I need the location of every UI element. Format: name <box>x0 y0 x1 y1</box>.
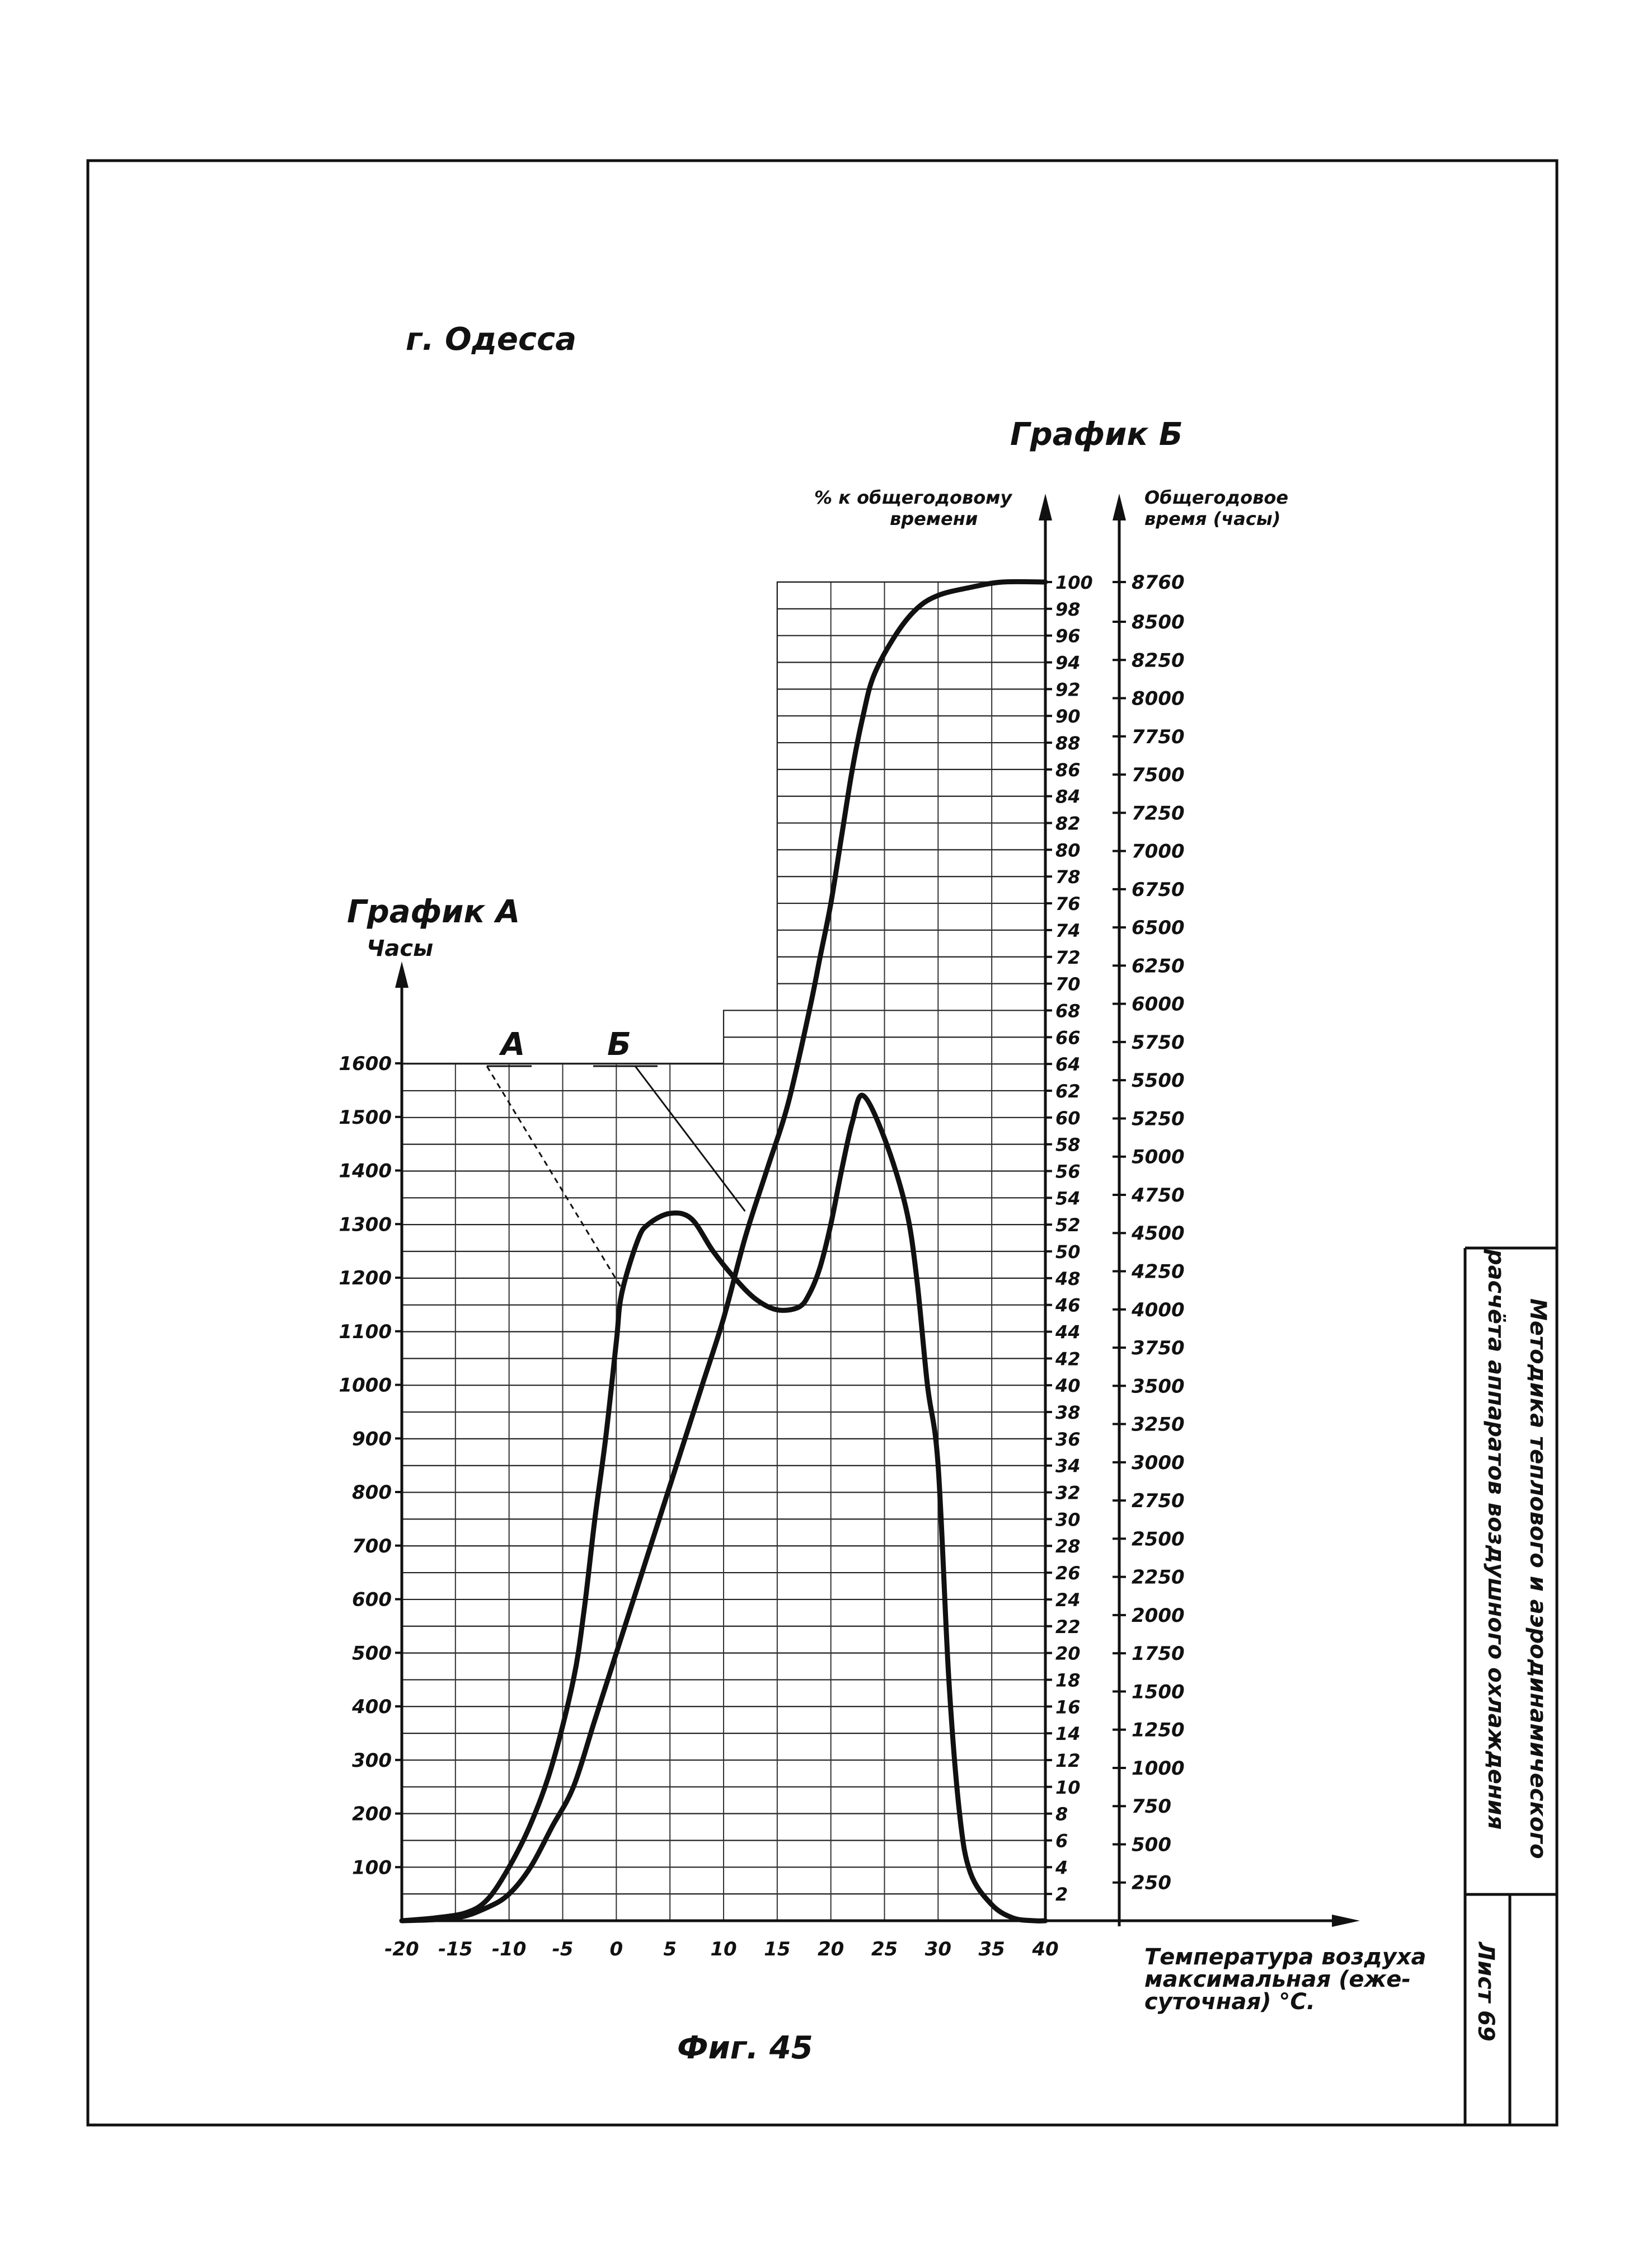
y-pct-tick-label: 26 <box>1055 1563 1081 1584</box>
y-pct-tick-label: 48 <box>1055 1268 1081 1289</box>
y-pct-tick-label: 30 <box>1055 1509 1081 1531</box>
y-hours-tick-label: 2000 <box>1132 1604 1185 1627</box>
x-tick-label: -5 <box>552 1938 574 1960</box>
title-block <box>1465 1248 1557 2125</box>
y-pct-tick-label: 16 <box>1055 1696 1081 1718</box>
y-left-tick-label: 1600 <box>339 1053 392 1075</box>
y-pct-tick-label: 40 <box>1055 1375 1081 1397</box>
y-hours-tick-label: 3000 <box>1132 1451 1185 1474</box>
y-pct-tick-label: 18 <box>1055 1669 1081 1691</box>
y-pct-tick-label: 12 <box>1055 1749 1081 1771</box>
y-left-tick-label: 1400 <box>339 1160 392 1183</box>
curve-b-label: Б <box>607 1026 631 1063</box>
title-block-line2: расчёта аппаратов воздушного охлаждения <box>1483 1249 1509 1830</box>
y-left-tick-label: 500 <box>352 1642 392 1665</box>
y-pct-tick-label: 94 <box>1055 652 1081 674</box>
x-tick-label: 30 <box>924 1938 951 1960</box>
y-left-tick-label: 1000 <box>339 1374 392 1397</box>
x-tick-label: 0 <box>609 1938 623 1960</box>
chart-ticks <box>339 571 1184 1960</box>
y-pct-tick-label: 76 <box>1055 893 1081 915</box>
x-axis-label: суточная) °С. <box>1144 1989 1315 2015</box>
x-tick-label: 5 <box>663 1938 677 1960</box>
y-pct-tick-label: 78 <box>1055 866 1081 888</box>
y-hours-tick-label: 250 <box>1132 1871 1171 1894</box>
x-tick-label: 20 <box>818 1938 844 1960</box>
y-hours-tick-label: 2500 <box>1132 1528 1185 1551</box>
y-hours-tick-label: 5250 <box>1132 1108 1185 1130</box>
y-hours-tick-label: 7000 <box>1132 840 1185 863</box>
y-left-tick-label: 800 <box>352 1481 392 1504</box>
y-pct-tick-label: 2 <box>1055 1884 1068 1906</box>
y-pct-axis-label: времени <box>890 508 978 529</box>
city-title: г. Одесса <box>406 321 577 358</box>
y-hours-tick-label: 1250 <box>1132 1719 1185 1742</box>
x-tick-label: 15 <box>764 1938 791 1960</box>
chart-grid <box>402 582 1045 1921</box>
x-tick-label: -10 <box>491 1938 527 1960</box>
y-pct-tick-label: 42 <box>1055 1348 1081 1370</box>
y-axis-hours-arrow <box>1113 494 1126 520</box>
y-pct-tick-label: 24 <box>1055 1589 1081 1611</box>
y-pct-tick-label: 80 <box>1055 839 1081 861</box>
y-hours-tick-label: 2750 <box>1132 1490 1185 1513</box>
x-tick-label: 35 <box>978 1938 1005 1960</box>
y-hours-tick-label: 3250 <box>1132 1413 1185 1436</box>
y-pct-axis-label: % к общегодовому <box>814 487 1012 508</box>
y-left-tick-label: 600 <box>352 1588 392 1611</box>
y-pct-tick-label: 10 <box>1055 1776 1081 1798</box>
y-hours-tick-label: 3750 <box>1132 1337 1185 1360</box>
x-tick-label: -20 <box>384 1938 419 1960</box>
y-left-tick-label: 1200 <box>339 1267 392 1289</box>
y-hours-tick-label: 3500 <box>1132 1375 1185 1398</box>
y-hours-tick-label: 4750 <box>1132 1184 1185 1207</box>
y-pct-tick-label: 84 <box>1055 786 1081 808</box>
curve-a-leader <box>487 1066 622 1288</box>
y-pct-tick-label: 54 <box>1055 1188 1081 1209</box>
y-hours-tick-label: 7250 <box>1132 802 1185 825</box>
sheet-frame <box>88 161 1557 2125</box>
y-pct-tick-label: 38 <box>1055 1402 1081 1424</box>
y-hours-tick-label: 6000 <box>1132 993 1185 1016</box>
y-axis-left-arrow <box>395 961 409 988</box>
y-hours-tick-label: 5750 <box>1132 1031 1185 1054</box>
y-pct-tick-label: 34 <box>1055 1455 1081 1477</box>
x-tick-label: 10 <box>710 1938 737 1960</box>
y-hours-tick-label: 750 <box>1132 1795 1171 1818</box>
curve-a-label: А <box>501 1026 525 1063</box>
y-pct-tick-label: 66 <box>1055 1027 1081 1049</box>
y-pct-tick-label: 4 <box>1055 1857 1068 1879</box>
y-hours-tick-label: 8760 <box>1132 571 1185 594</box>
y-axis-pct-arrow <box>1039 494 1052 520</box>
y-pct-tick-label: 32 <box>1055 1482 1081 1504</box>
y-hours-axis-label: время (часы) <box>1144 508 1281 529</box>
y-pct-tick-label: 60 <box>1055 1107 1081 1129</box>
y-pct-tick-label: 96 <box>1055 625 1081 647</box>
y-hours-tick-label: 8000 <box>1132 687 1185 710</box>
y-pct-tick-label: 58 <box>1055 1134 1081 1156</box>
y-pct-tick-label: 50 <box>1055 1241 1081 1263</box>
y-pct-tick-label: 64 <box>1055 1054 1081 1076</box>
x-axis-label: максимальная (еже- <box>1144 1967 1411 1992</box>
x-tick-label: 40 <box>1032 1938 1059 1960</box>
y-pct-tick-label: 88 <box>1055 733 1081 754</box>
y-pct-tick-label: 56 <box>1055 1161 1081 1183</box>
y-left-tick-label: 100 <box>352 1856 392 1879</box>
graph-a-title: График А <box>347 894 520 930</box>
y-left-tick-label: 700 <box>352 1535 392 1558</box>
curve-b-leader <box>635 1066 745 1211</box>
y-pct-tick-label: 22 <box>1055 1616 1081 1638</box>
sheet-number: Лист 69 <box>1473 1942 1499 2042</box>
y-pct-tick-label: 82 <box>1055 813 1081 834</box>
y-left-tick-label: 400 <box>352 1696 392 1718</box>
y-hours-tick-label: 1000 <box>1132 1757 1185 1780</box>
y-hours-tick-label: 1750 <box>1132 1643 1185 1666</box>
y-pct-tick-label: 68 <box>1055 1000 1081 1022</box>
y-hours-tick-label: 4500 <box>1132 1222 1185 1245</box>
y-left-tick-label: 1100 <box>339 1320 392 1343</box>
y-hours-tick-label: 5000 <box>1132 1146 1185 1169</box>
y-hours-tick-label: 500 <box>1132 1833 1171 1856</box>
y-hours-tick-label: 2250 <box>1132 1566 1185 1589</box>
y-pct-tick-label: 86 <box>1055 759 1081 781</box>
y-pct-tick-label: 14 <box>1055 1723 1081 1745</box>
title-block-line1: Методика теплового и аэродинамического <box>1525 1298 1551 1859</box>
y-pct-tick-label: 8 <box>1055 1803 1068 1825</box>
y-left-tick-label: 1500 <box>339 1106 392 1129</box>
y-hours-axis-label: Общегодовое <box>1144 487 1289 508</box>
y-pct-tick-label: 70 <box>1055 973 1081 995</box>
y-pct-tick-label: 100 <box>1055 572 1093 593</box>
x-tick-label: -15 <box>438 1938 473 1960</box>
y-hours-tick-label: 8500 <box>1132 611 1185 634</box>
graph-b-title: График Б <box>1010 416 1183 453</box>
y-pct-tick-label: 36 <box>1055 1428 1081 1450</box>
y-hours-tick-label: 5500 <box>1132 1069 1185 1092</box>
y-pct-tick-label: 72 <box>1055 946 1081 968</box>
y-pct-tick-label: 44 <box>1055 1321 1081 1343</box>
y-left-tick-label: 900 <box>352 1428 392 1451</box>
y-hours-tick-label: 7500 <box>1132 764 1185 787</box>
y-pct-tick-label: 52 <box>1055 1214 1081 1236</box>
y-pct-tick-label: 28 <box>1055 1536 1081 1558</box>
y-left-axis-label: Часы <box>367 936 434 961</box>
y-pct-tick-label: 98 <box>1055 598 1081 620</box>
y-left-tick-label: 1300 <box>339 1213 392 1236</box>
y-pct-tick-label: 92 <box>1055 679 1081 701</box>
y-hours-tick-label: 6750 <box>1132 878 1185 901</box>
y-pct-tick-label: 46 <box>1055 1294 1081 1316</box>
y-hours-tick-label: 6250 <box>1132 955 1185 978</box>
y-pct-tick-label: 74 <box>1055 920 1081 941</box>
y-left-tick-label: 200 <box>352 1803 392 1826</box>
x-axis-arrow <box>1332 1915 1360 1927</box>
y-hours-tick-label: 1500 <box>1132 1681 1185 1704</box>
figure-caption: Фиг. 45 <box>677 2030 813 2066</box>
y-pct-tick-label: 62 <box>1055 1080 1081 1102</box>
y-pct-tick-label: 90 <box>1055 706 1081 728</box>
y-hours-tick-label: 7750 <box>1132 725 1185 748</box>
y-hours-tick-label: 4000 <box>1132 1298 1185 1321</box>
x-axis-label: Температура воздуха <box>1144 1944 1426 1970</box>
y-hours-tick-label: 8250 <box>1132 649 1185 672</box>
y-hours-tick-label: 6500 <box>1132 917 1185 940</box>
y-left-tick-label: 300 <box>352 1749 392 1772</box>
x-tick-label: 25 <box>871 1938 898 1960</box>
y-pct-tick-label: 6 <box>1055 1830 1068 1852</box>
y-pct-tick-label: 20 <box>1055 1643 1081 1664</box>
y-hours-tick-label: 4250 <box>1132 1260 1185 1283</box>
